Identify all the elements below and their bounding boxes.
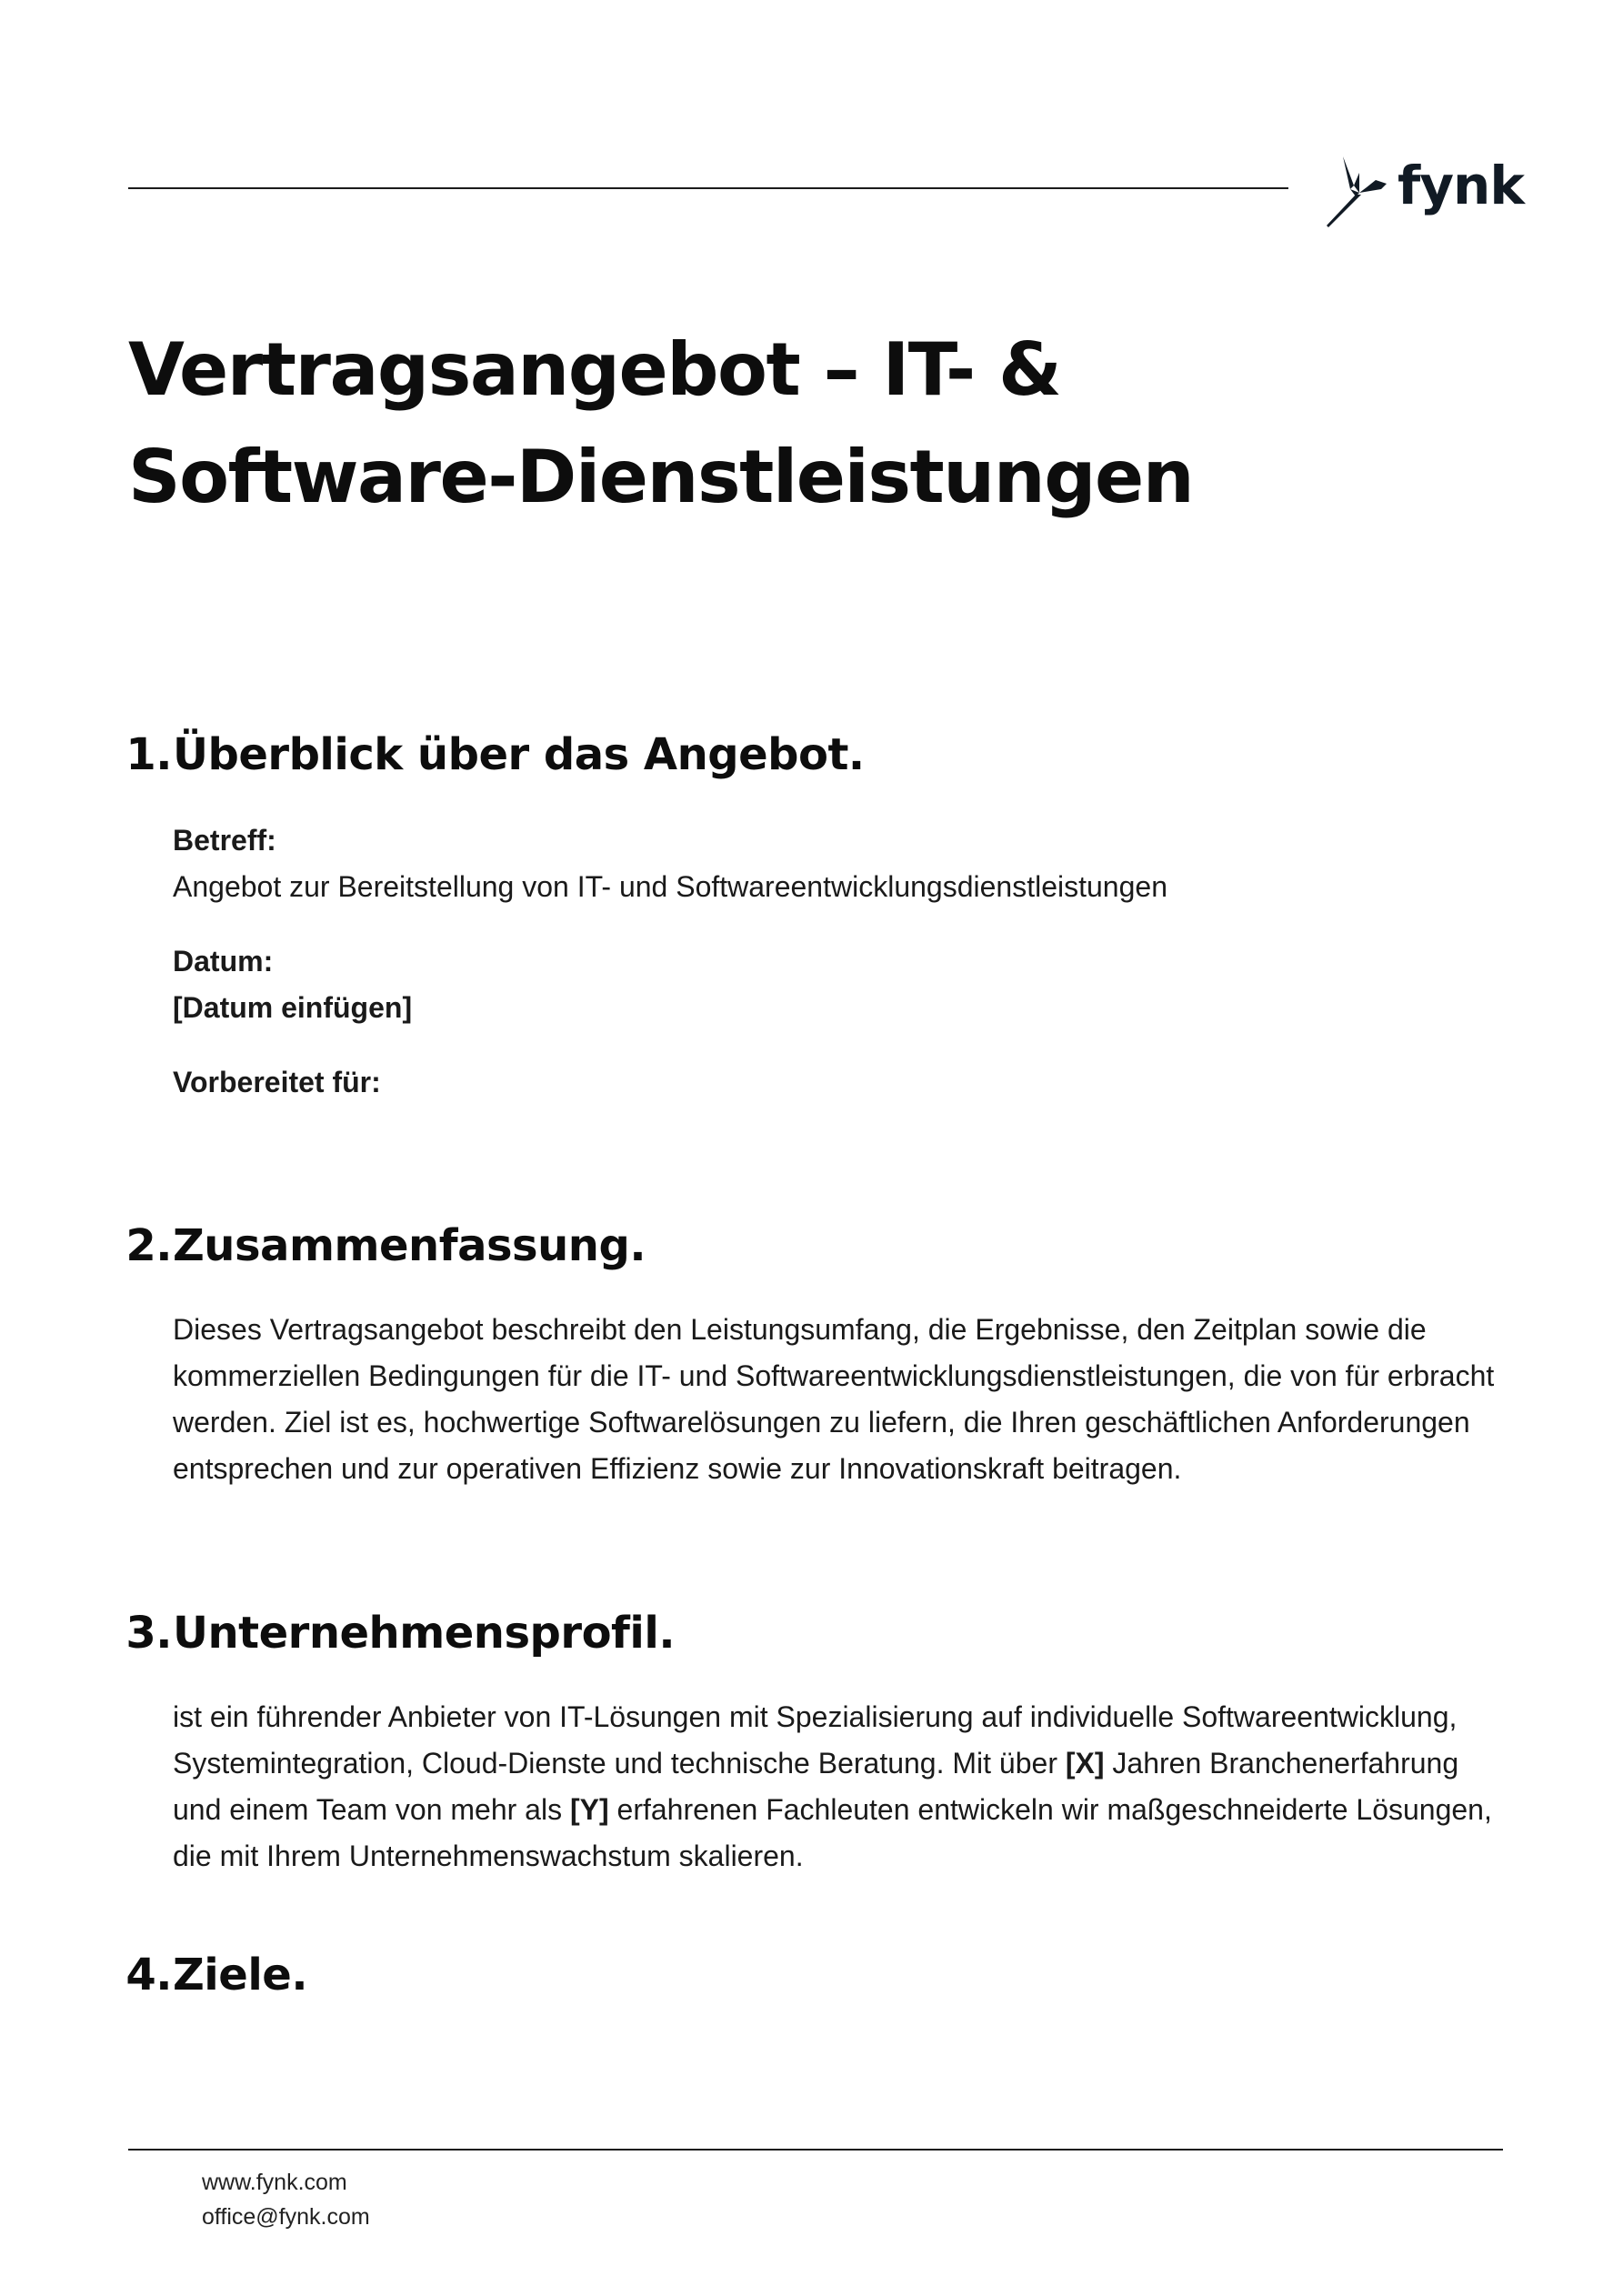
section-number: 3.: [125, 1608, 172, 1659]
placeholder-years: [X]: [1065, 1747, 1105, 1780]
field-label-date: Datum:: [173, 945, 274, 978]
section-number: 1.: [125, 729, 172, 780]
placeholder-team-size: [Y]: [569, 1793, 609, 1826]
section-title: Überblick über das Angebot.: [173, 729, 865, 780]
field-value-date: [Datum einfügen]: [173, 991, 413, 1024]
field-label-prepared-for: Vorbereitet für:: [173, 1066, 381, 1098]
profile-text-part: ist ein führender Anbieter von IT-Lösungen mit Spezialisierung auf individuelle Softwareentwicklung, Systemintegration, Cloud-Dienste und technische Beratung. Mit über: [173, 1700, 1458, 1780]
field-value-subject: Angebot zur Bereitstellung von IT- und Softwareentwicklungsdienstleistungen: [173, 870, 1167, 903]
company-profile-paragraph: [173, 1694, 1500, 1880]
section-heading-goals: [118, 1948, 307, 2002]
logo-wordmark: fynk: [1398, 155, 1524, 216]
section-number: 4.: [125, 1950, 172, 2000]
profile-text-part: Jahren Branchenerfahrung und einem Team von mehr als: [173, 1747, 1459, 1826]
company-profile-body: [173, 1694, 1500, 1880]
overview-fields: [173, 817, 1500, 910]
footer-email-link[interactable]: office@fynk.com: [202, 2204, 370, 2230]
section-title: Zusammenfassung.: [173, 1220, 646, 1271]
fynk-logo: [1323, 153, 1524, 229]
summary-body: [173, 1307, 1500, 1492]
section-title: Unternehmensprofil.: [173, 1608, 676, 1659]
section-number: 2.: [125, 1220, 172, 1271]
overview-prepared-for: [173, 1059, 1500, 1106]
document-title: Vertragsangebot – IT- & Software-Dienstleistungen: [128, 327, 1194, 519]
footer-divider: [128, 2149, 1503, 2151]
section-heading-summary: [118, 1218, 646, 1273]
footer: [202, 2165, 370, 2234]
section-heading-company-profile: [118, 1606, 675, 1660]
profile-text-part: erfahrenen Fachleuten entwickeln wir maßgeschneiderte Lösungen, die mit Ihrem Unternehmenswachstum skalieren.: [173, 1793, 1492, 1872]
footer-website-link[interactable]: www.fynk.com: [202, 2170, 347, 2195]
field-label-subject: Betreff:: [173, 824, 276, 857]
header-divider: [128, 187, 1288, 189]
overview-date: [173, 938, 1500, 1031]
bird-logo-icon: [1323, 153, 1392, 229]
summary-paragraph: Dieses Vertragsangebot beschreibt den Leistungsumfang, die Ergebnisse, den Zeitplan sowie die kommerziellen Bedingungen für die IT- und Softwareentwicklungsdienstleistungen, die von für erbracht werden. Ziel ist es, hochwertige Softwarelösungen zu liefern, die Ihren geschäftlichen Anforderungen entsprechen und zur operativen Effizienz sowie zur Innovationskraft beitragen.: [173, 1313, 1495, 1485]
section-heading-overview: [118, 727, 865, 782]
section-title: Ziele.: [173, 1950, 308, 2000]
